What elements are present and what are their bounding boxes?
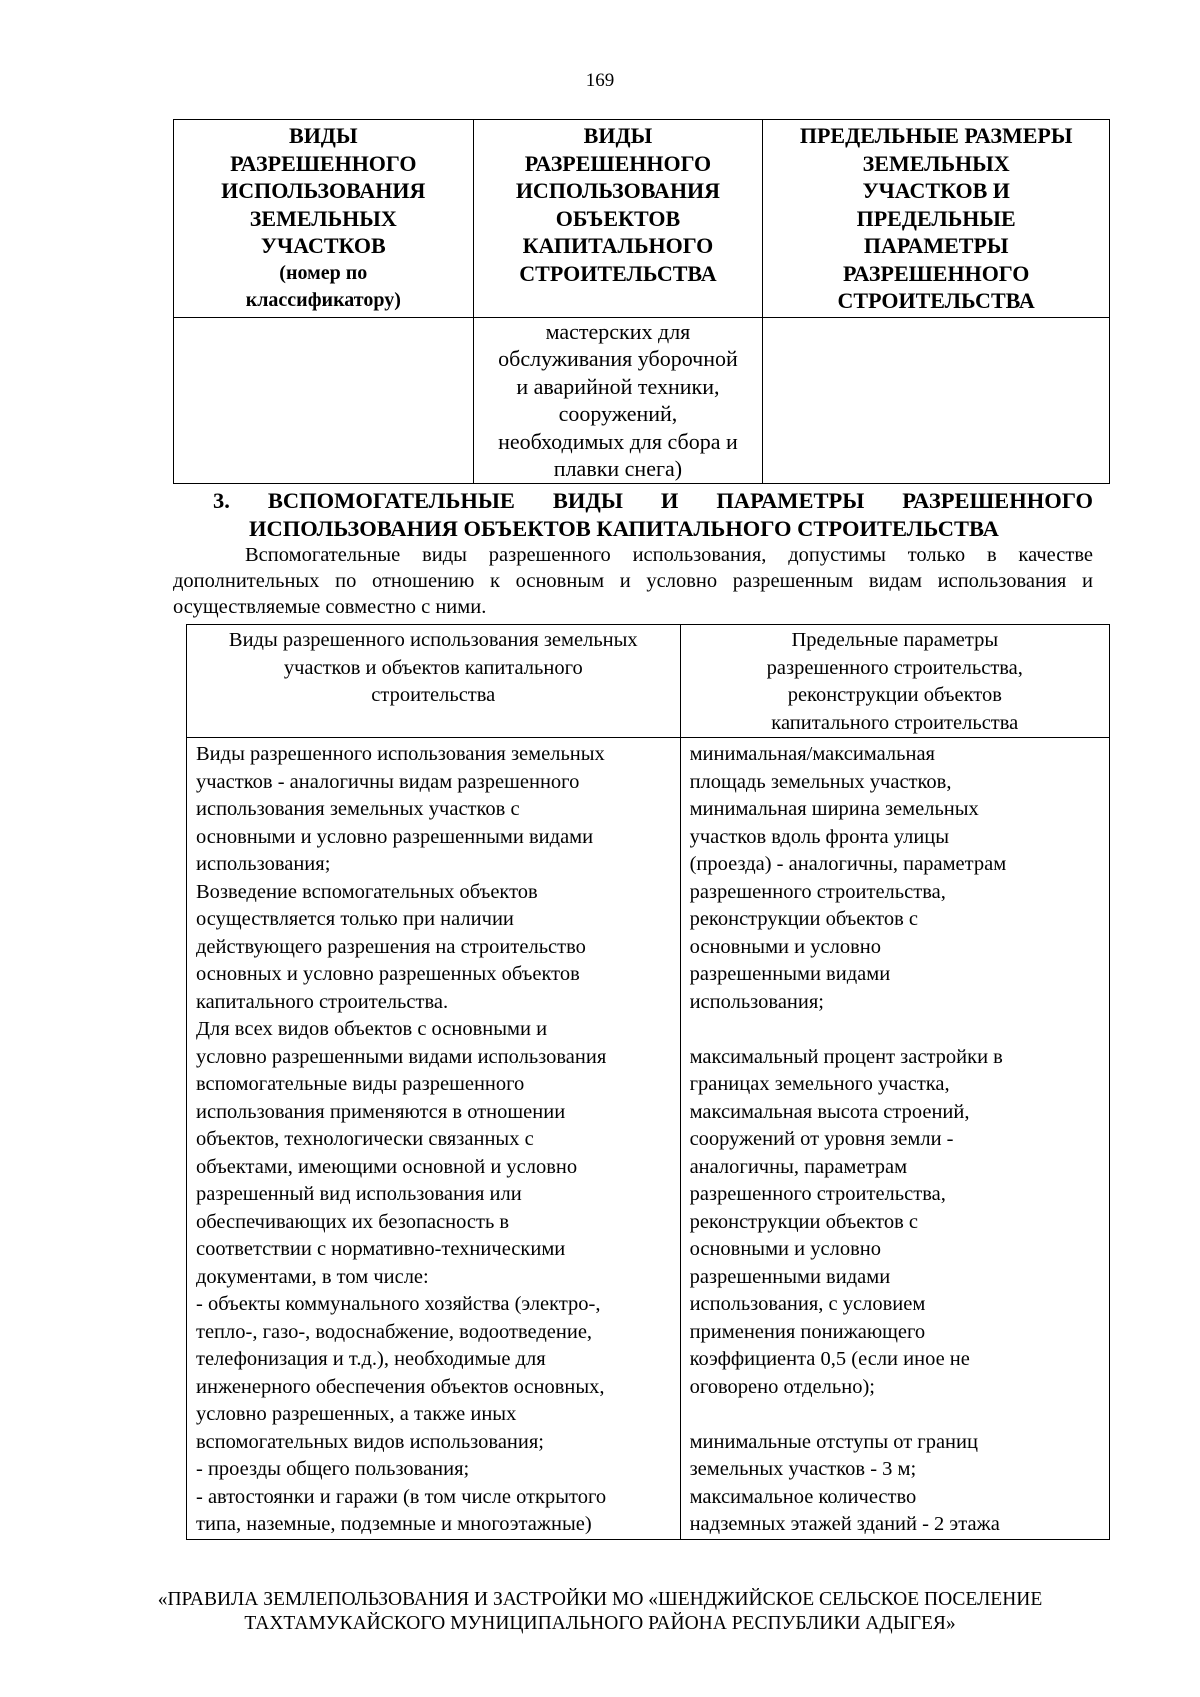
text-line: использования земельных участков с: [196, 798, 520, 820]
cell-auxiliary-use-description: [187, 738, 681, 1540]
intro-paragraph: [173, 542, 1093, 620]
text-line: тепло-, газо-, водоснабжение, водоотведение,: [196, 1320, 593, 1343]
text-line: основными и условно: [689, 1238, 881, 1260]
text-line: - проезды общего пользования;: [196, 1458, 470, 1480]
text-line: УЧАСТКОВ И: [862, 178, 1010, 203]
table-cell-empty: [763, 317, 1110, 483]
header-cell-limit-parameters: [680, 625, 1109, 738]
text-line: КАПИТАЛЬНОГО: [522, 233, 714, 258]
text-line: вспомогательных видов использования;: [196, 1430, 544, 1453]
text-line: [690, 1016, 1101, 1044]
text-line: действующего разрешения на строительство: [196, 935, 586, 958]
table-row: [174, 317, 1110, 483]
footer-line-1: «ПРАВИЛА ЗЕМЛЕПОЛЬЗОВАНИЯ И ЗАСТРОЙКИ МО «ШЕНДЖИЙСКОЕ СЕЛЬСКОЕ ПОСЕЛЕНИЕ: [157, 1589, 1043, 1610]
text-line: Предельные параметры: [791, 629, 999, 651]
text-line: минимальные отступы от границ: [689, 1430, 978, 1453]
text-line: Виды разрешенного использования земельных: [196, 743, 605, 765]
text-line: ПРЕДЕЛЬНЫЕ РАЗМЕРЫ: [799, 123, 1073, 148]
text-line: максимальная высота строений,: [689, 1100, 970, 1123]
text-line: телефонизация и т.д.), необходимые для: [196, 1348, 546, 1370]
text-line: ИСПОЛЬЗОВАНИЯ: [221, 178, 426, 203]
text-line: - автостоянки и гаражи (в том числе открытого: [196, 1485, 607, 1508]
text-line: реконструкции объектов: [787, 684, 1002, 706]
table-header-row: [187, 625, 1110, 738]
text-line: реконструкции объектов с: [689, 1210, 919, 1233]
text-line: границах земельного участка,: [689, 1073, 950, 1095]
text-line: площадь земельных участков,: [689, 770, 952, 793]
text-line: вспомогательные виды разрешенного: [196, 1073, 525, 1095]
text-line: Для всех видов объектов с основными и: [196, 1018, 548, 1040]
cell-auxiliary-parameters: [680, 738, 1109, 1540]
text-line: коэффициента 0,5 (если иное не: [689, 1348, 970, 1370]
text-line: мастерских для: [545, 318, 691, 344]
text-line: Виды разрешенного использования земельных: [228, 629, 638, 651]
text-line: использования применяются в отношении: [196, 1100, 566, 1123]
text-line: объектов, технологически связанных с: [196, 1128, 534, 1150]
text-line: минимальная/максимальная: [689, 743, 935, 765]
text-line: участков - аналогичны видам разрешенного: [196, 770, 580, 793]
text-line: условно разрешенными видами использования: [196, 1045, 607, 1068]
text-line: ЗЕМЕЛЬНЫХ: [249, 205, 397, 231]
text-line: обеспечивающих их безопасность в: [196, 1210, 510, 1233]
text-line: разрешенного строительства,: [766, 656, 1023, 679]
text-line: разрешенного строительства,: [689, 880, 946, 903]
text-line: РАЗРЕШЕННОГО: [524, 150, 712, 176]
text-line: минимальная ширина земельных: [689, 798, 979, 820]
zoning-table-continued: [173, 119, 1110, 484]
text-line: соответствии с нормативно-техническими: [196, 1238, 566, 1260]
text-line: разрешенными видами: [689, 963, 891, 985]
section-number: 3.: [213, 488, 230, 513]
section-heading-word: ВИДЫ: [552, 488, 623, 513]
text-line: объектами, имеющими основной и условно: [196, 1155, 578, 1178]
text-line: РАЗРЕШЕННОГО: [842, 260, 1030, 286]
table-cell-workshops: [473, 317, 763, 483]
text-line: участков вдоль фронта улицы: [689, 825, 950, 848]
text-line: реконструкции объектов с: [689, 908, 919, 930]
text-line: максимальное количество: [689, 1485, 917, 1508]
text-line: оговорено отдельно);: [689, 1375, 875, 1398]
section-heading-word: ВСПОМОГАТЕЛЬНЫЕ: [267, 488, 515, 513]
text-line: (проезда) - аналогичны, параметрам: [689, 853, 1007, 875]
text-line: разрешенного строительства,: [689, 1183, 946, 1205]
text-line: основных и условно разрешенных объектов: [196, 963, 580, 985]
text-line: УЧАСТКОВ: [260, 233, 386, 258]
text-line: разрешенный вид использования или: [196, 1183, 522, 1205]
text-line: использования;: [689, 990, 824, 1013]
text-line: применения понижающего: [689, 1320, 926, 1343]
section-heading-line2: ИСПОЛЬЗОВАНИЯ ОБЪЕКТОВ КАПИТАЛЬНОГО СТРОИТЕЛЬСТВА: [249, 516, 999, 541]
section-heading-word: И: [660, 488, 679, 513]
text-line: типа, наземные, подземные и многоэтажные): [196, 1513, 592, 1535]
text-line: РАЗРЕШЕННОГО: [230, 150, 417, 176]
text-line: инженерного обеспечения объектов основных,: [196, 1375, 605, 1398]
text-line: ПРЕДЕЛЬНЫЕ: [856, 205, 1016, 231]
text-line: разрешенными видами: [689, 1265, 891, 1288]
section-heading-word: РАЗРЕШЕННОГО: [902, 488, 1093, 513]
text-line: ПАРАМЕТРЫ: [863, 233, 1009, 258]
text-line: Возведение вспомогательных объектов: [196, 880, 538, 903]
text-line: сооружений от уровня земли -: [689, 1128, 954, 1150]
text-line: капитального строительства: [771, 711, 1019, 734]
text-line: и аварийной техники,: [516, 373, 720, 399]
text-line: (номер по: [279, 261, 368, 284]
intro-paragraph-text: Вспомогательные виды разрешенного использования, допустимы только в качестве дополнительных по отношению к основным и условно разрешенным видам использования и осуществляемые совместно с ними.: [173, 544, 1093, 618]
section-heading: [213, 487, 1093, 543]
text-line: классификатору): [245, 289, 401, 311]
text-line: ВИДЫ: [583, 123, 653, 148]
text-line: аналогичны, параметрам: [689, 1155, 908, 1178]
page-number: 169: [585, 70, 615, 91]
text-line: СТРОИТЕЛЬСТВА: [519, 260, 717, 286]
text-line: использования, с условием: [689, 1293, 926, 1315]
text-line: надземных этажей зданий - 2 этажа: [689, 1513, 1000, 1535]
text-line: осуществляется только при наличии: [196, 908, 514, 930]
text-line: земельных участков - 3 м;: [689, 1458, 917, 1480]
header-cell-limit-parameters: [763, 120, 1110, 318]
text-line: основными и условно разрешенными видами: [196, 825, 594, 848]
table-cell-empty: [174, 317, 474, 483]
text-line: [690, 1401, 1101, 1429]
page-footer: [0, 1588, 1200, 1636]
header-cell-construction-use-types: [473, 120, 763, 318]
table-row: [187, 738, 1110, 1540]
text-line: сооружений,: [558, 401, 678, 426]
text-line: участков и объектов капитального: [283, 656, 583, 679]
text-line: плавки снега): [553, 456, 683, 481]
text-line: капитального строительства.: [196, 990, 449, 1013]
text-line: ОБЪЕКТОВ: [555, 205, 681, 231]
text-line: максимальный процент застройки в: [689, 1045, 1003, 1068]
table-header-row: [174, 120, 1110, 318]
text-line: ВИДЫ: [289, 123, 358, 148]
text-line: условно разрешенных, а также иных: [196, 1403, 517, 1425]
section-heading-word: ПАРАМЕТРЫ: [716, 488, 865, 513]
text-line: строительства: [371, 684, 496, 706]
footer-line-2: ТАХТАМУКАЙСКОГО МУНИЦИПАЛЬНОГО РАЙОНА РЕСПУБЛИКИ АДЫГЕЯ»: [244, 1613, 956, 1634]
text-line: необходимых для сбора и: [498, 428, 738, 454]
text-line: ЗЕМЕЛЬНЫХ: [862, 150, 1010, 176]
auxiliary-use-table: [186, 624, 1110, 1540]
header-cell-use-types: [187, 625, 681, 738]
header-cell-land-use-types: [174, 120, 474, 318]
text-line: использования;: [196, 853, 331, 875]
text-line: ИСПОЛЬЗОВАНИЯ: [515, 178, 721, 203]
text-line: обслуживания уборочной: [498, 346, 738, 371]
text-line: документами, в том числе:: [196, 1265, 429, 1288]
text-line: - объекты коммунального хозяйства (электро-,: [196, 1293, 601, 1315]
text-line: основными и условно: [689, 935, 881, 958]
text-line: СТРОИТЕЛЬСТВА: [837, 288, 1035, 313]
